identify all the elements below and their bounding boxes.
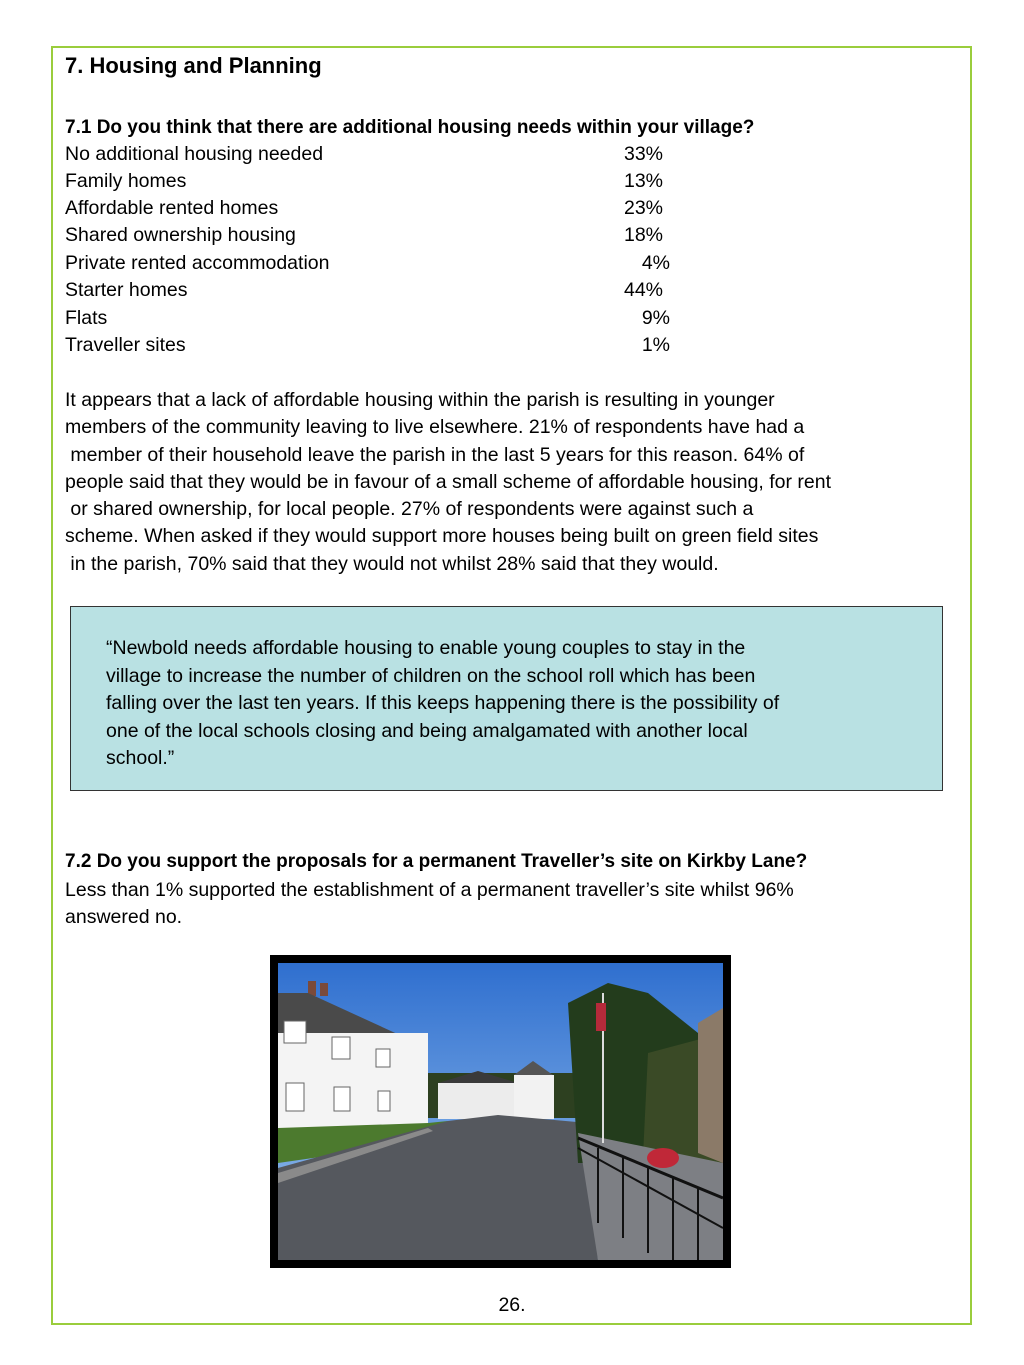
resident-quote-box [70,606,943,791]
item-percent: 18% [623,224,663,246]
quote-line: “Newbold needs affordable housing to enable young couples to stay in the [106,637,746,659]
paragraph-line: scheme. When asked if they would support more houses being built on green field sites [65,525,819,548]
list-item [65,332,685,359]
question-7-1: 7.1 Do you think that there are additional housing needs within your village? [65,117,755,138]
list-item [65,222,685,249]
section-title: 7. Housing and Planning [65,53,322,78]
summary-paragraph [65,387,965,578]
item-percent: 33% [623,143,663,165]
item-label: Starter homes [65,279,188,301]
answer-line: Less than 1% supported the establishment of a permanent traveller’s site whilst 96% [65,879,794,901]
item-label: Family homes [65,170,187,192]
quote-line: one of the local schools closing and being amalgamated with another local [106,719,748,742]
street-scene-image [278,963,723,1260]
village-street-photo [270,955,731,1268]
quote-text [106,635,906,773]
list-item [65,277,685,304]
answer-line: answered no. [65,906,183,928]
answer-7-2 [65,877,945,931]
list-item [65,195,685,222]
item-label: Affordable rented homes [65,197,279,219]
quote-line: village to increase the number of children on the school roll which has been [106,664,756,687]
question-7-2: 7.2 Do you support the proposals for a permanent Traveller’s site on Kirkby Lane? [65,851,808,872]
quote-line: falling over the last ten years. If this keeps happening there is the possibility of [106,692,780,715]
list-item [65,305,685,332]
item-label: Traveller sites [65,334,186,356]
paragraph-line: member of their household leave the parish in the last 5 years for this reason. 64% of [65,443,805,466]
item-percent: 1% [641,334,670,356]
item-label: Shared ownership housing [65,224,296,246]
paragraph-line: people said that they would be in favour of a small scheme of affordable housing, for rent [65,470,832,493]
item-label: Flats [65,307,108,329]
paragraph-line: members of the community leaving to live elsewhere. 21% of respondents have had a [65,416,805,439]
page-number: 26. [498,1294,526,1316]
item-percent: 23% [623,197,663,219]
item-percent: 13% [623,170,663,192]
paragraph-line: It appears that a lack of affordable housing within the parish is resulting in younger [65,389,775,411]
item-percent: 9% [641,307,670,329]
list-item [65,141,685,168]
item-label: Private rented accommodation [65,252,330,274]
item-percent: 4% [641,252,670,274]
list-item [65,250,685,277]
item-percent: 44% [623,279,663,301]
paragraph-line: or shared ownership, for local people. 27% of respondents were against such a [65,498,754,521]
item-label: No additional housing needed [65,143,324,165]
paragraph-line: in the parish, 70% said that they would not whilst 28% said that they would. [65,552,719,575]
list-item [65,168,685,195]
quote-line: school.” [106,747,175,770]
